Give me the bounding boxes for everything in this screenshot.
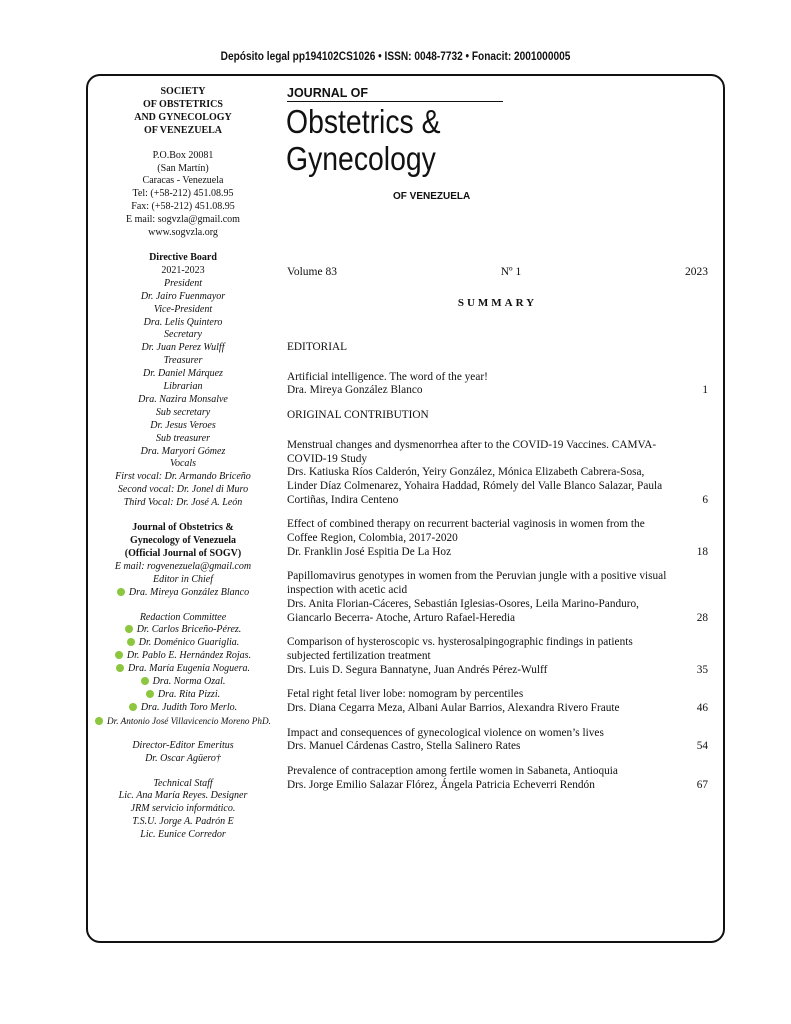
orcid-icon [116,664,124,672]
article-page: 35 [696,663,708,676]
table-of-contents [287,341,708,793]
summary-heading: SUMMARY [457,297,538,309]
article-page: 54 [696,740,708,753]
article-title: Impact and consequences of gynecological violence on women’s lives [287,726,604,739]
article-authors: Drs. Diana Cegarra Meza, Albani Aular Barrios, Alexandra Rivero Fraute [287,702,620,715]
toc-entry [287,636,708,677]
section-editorial: EDITORIAL [287,341,348,353]
article-page: 28 [696,611,708,624]
left-column [88,86,278,842]
orcid-icon [146,690,154,698]
committee-member: Dr. Carlos Briceño-Pérez. [88,624,278,637]
board-heading: Directive Board [149,251,217,263]
editor-in-chief: Dra. Mireya González Blanco [88,587,278,600]
section-original-contribution: ORIGINAL CONTRIBUTION [287,409,429,422]
toc-entry [287,727,708,754]
article-authors: Drs. Jorge Emilio Salazar Flórez, Ángela Patricia Echeverri Rendón [287,778,595,791]
issue-volume: Volume 83 [287,266,337,278]
article-title: Comparison of hysteroscopic vs. hysterosalpingographic findings in patients subjected fertilization treatment [287,636,633,662]
orcid-icon [95,717,103,725]
article-page: 67 [696,778,708,791]
article-page: 18 [696,545,708,558]
issue-info [287,266,708,278]
toc-entry [287,439,708,508]
committee-member: Dra. Judith Toro Merlo. [88,702,278,715]
directive-board: Directive Board 2021-2023 President Dr. Jairo Fuenmayor Vice-President Dra. Lelis Quintero Secretary Dr. Juan Perez Wulff Treasurer Dr. Daniel Márquez Librarian Dra. Nazira Monsalve Sub secretary Dr. Jesus Veroes Sub treasurer Dra. Maryori Gómez Vocals First vocal: Dr. Armando Briceño Second vocal: Dr. Jonel di Muro Third Vocal: Dr. José A. León [88,252,278,510]
masthead-title: Obstetrics & Gynecology [286,103,441,177]
journal-info: Journal of Obstetrics & Gynecology of Venezuela (Official Journal of SOGV) E mail: rogvenezuela@gmail.com Editor in Chief Dra. Mireya González Blanco [88,522,278,599]
article-authors: Drs. Manuel Cárdenas Castro, Stella Salinero Rates [287,740,521,753]
article-authors: Drs. Luis D. Segura Bannatyne, Juan Andrés Pérez-Wulff [287,663,548,676]
redaction-committee: Redaction Committee Dr. Carlos Briceño-Pérez. Dr. Doménico Guariglia. Dr. Pablo E. Hernández Rojas. Dra. María Eugenia Noguera. Dra. Norma Ozal. Dra. Rita Pizzi. Dra. Judith Toro Merlo. Dr. Antonio José Villavicencio Moreno PhD. [88,612,278,728]
article-title: Prevalence of contraception among fertile women in Sabaneta, Antioquia [287,765,618,778]
article-title: Effect of combined therapy on recurrent bacterial vaginosis in women from the Coffee Region, Colombia, 2017-2020 [287,518,645,545]
masthead-subtitle: OF VENEZUELA [393,191,471,202]
toc-entry [287,570,708,625]
issue-year: 2023 [684,266,708,278]
masthead-rule [287,101,503,102]
committee-member: Dra. María Eugenia Noguera. [88,663,278,676]
board-period: 2021-2023 [161,264,205,276]
article-authors: Drs. Anita Florian-Cáceres, Sebastián Iglesias-Osores, Leila Marino-Panduro, Giancarlo Becerra- Atoche, Arturo Rafael-Heredia [287,597,639,624]
article-title: Menstrual changes and dysmenorrhea after to the COVID-19 Vaccines. CAMVA-COVID-19 Study [287,438,657,465]
article-page: 6 [702,493,708,506]
technical-staff: Technical Staff Lic. Ana María Reyes. Designer JRM servicio informático. T.S.U. Jorge A. Padrón E Lic. Eunice Corredor [118,777,248,841]
society-address: P.O.Box 20081 (San Martín) Caracas - Venezuela Tel: (+58-212) 451.08.95 Fax: (+58-212) 451.08.95 E mail: sogvzla@gmail.com www.sogvzla.org [126,149,240,239]
orcid-icon [115,651,123,659]
orcid-icon [127,638,135,646]
article-title: Fetal right fetal liver lobe: nomogram by percentiles [287,688,524,701]
legal-deposit-line: Depósito legal pp194102CS1026 • ISSN: 0048-7732 • Fonacit: 2001000005 [220,51,571,63]
article-authors: Dr. Franklin José Espitia De La Hoz [287,545,452,558]
toc-entry [287,688,708,715]
toc-entry [287,371,708,398]
orcid-icon [129,703,137,711]
committee-member: Dr. Antonio José Villavicencio Moreno PhD. [88,715,278,728]
masthead-journal-of: JOURNAL OF [287,86,369,100]
article-page: 46 [696,702,708,715]
toc-entry [287,765,708,792]
article-authors: Dra. Mireya González Blanco [287,384,423,397]
committee-member: Dr. Pablo E. Hernández Rojas. [88,650,278,663]
toc-entry [287,518,708,559]
issue-number: Nº 1 [500,266,522,278]
society-name: SOCIETY OF OBSTETRICS AND GYNECOLOGY OF VENEZUELA [134,86,232,136]
article-authors: Drs. Katiuska Ríos Calderón, Yeiry González, Mónica Elizabeth Cabrera-Sosa, Linder Díaz Colmenarez, Yohaira Haddad, Rómely del Valle Blanco Salazar, Paula Cortiñas, Indira Centeno [287,466,663,506]
committee-member: Dr. Doménico Guariglia. [88,637,278,650]
committee-member: Dra. Rita Pizzi. [88,689,278,702]
orcid-icon [117,588,125,596]
director-emeritus: Director-Editor Emeritus Dr. Oscar Agüero† [132,739,234,764]
orcid-icon [125,625,133,633]
journal-email: E mail: rogvenezuela@gmail.com [114,560,252,572]
article-title: Artificial intelligence. The word of the year! [287,370,488,383]
orcid-icon [141,677,149,685]
article-page: 1 [702,384,708,397]
article-title: Papillomavirus genotypes in women from the Peruvian jungle with a positive visual inspection with acetic acid [287,570,667,597]
committee-member: Dra. Norma Ozal. [88,676,278,689]
